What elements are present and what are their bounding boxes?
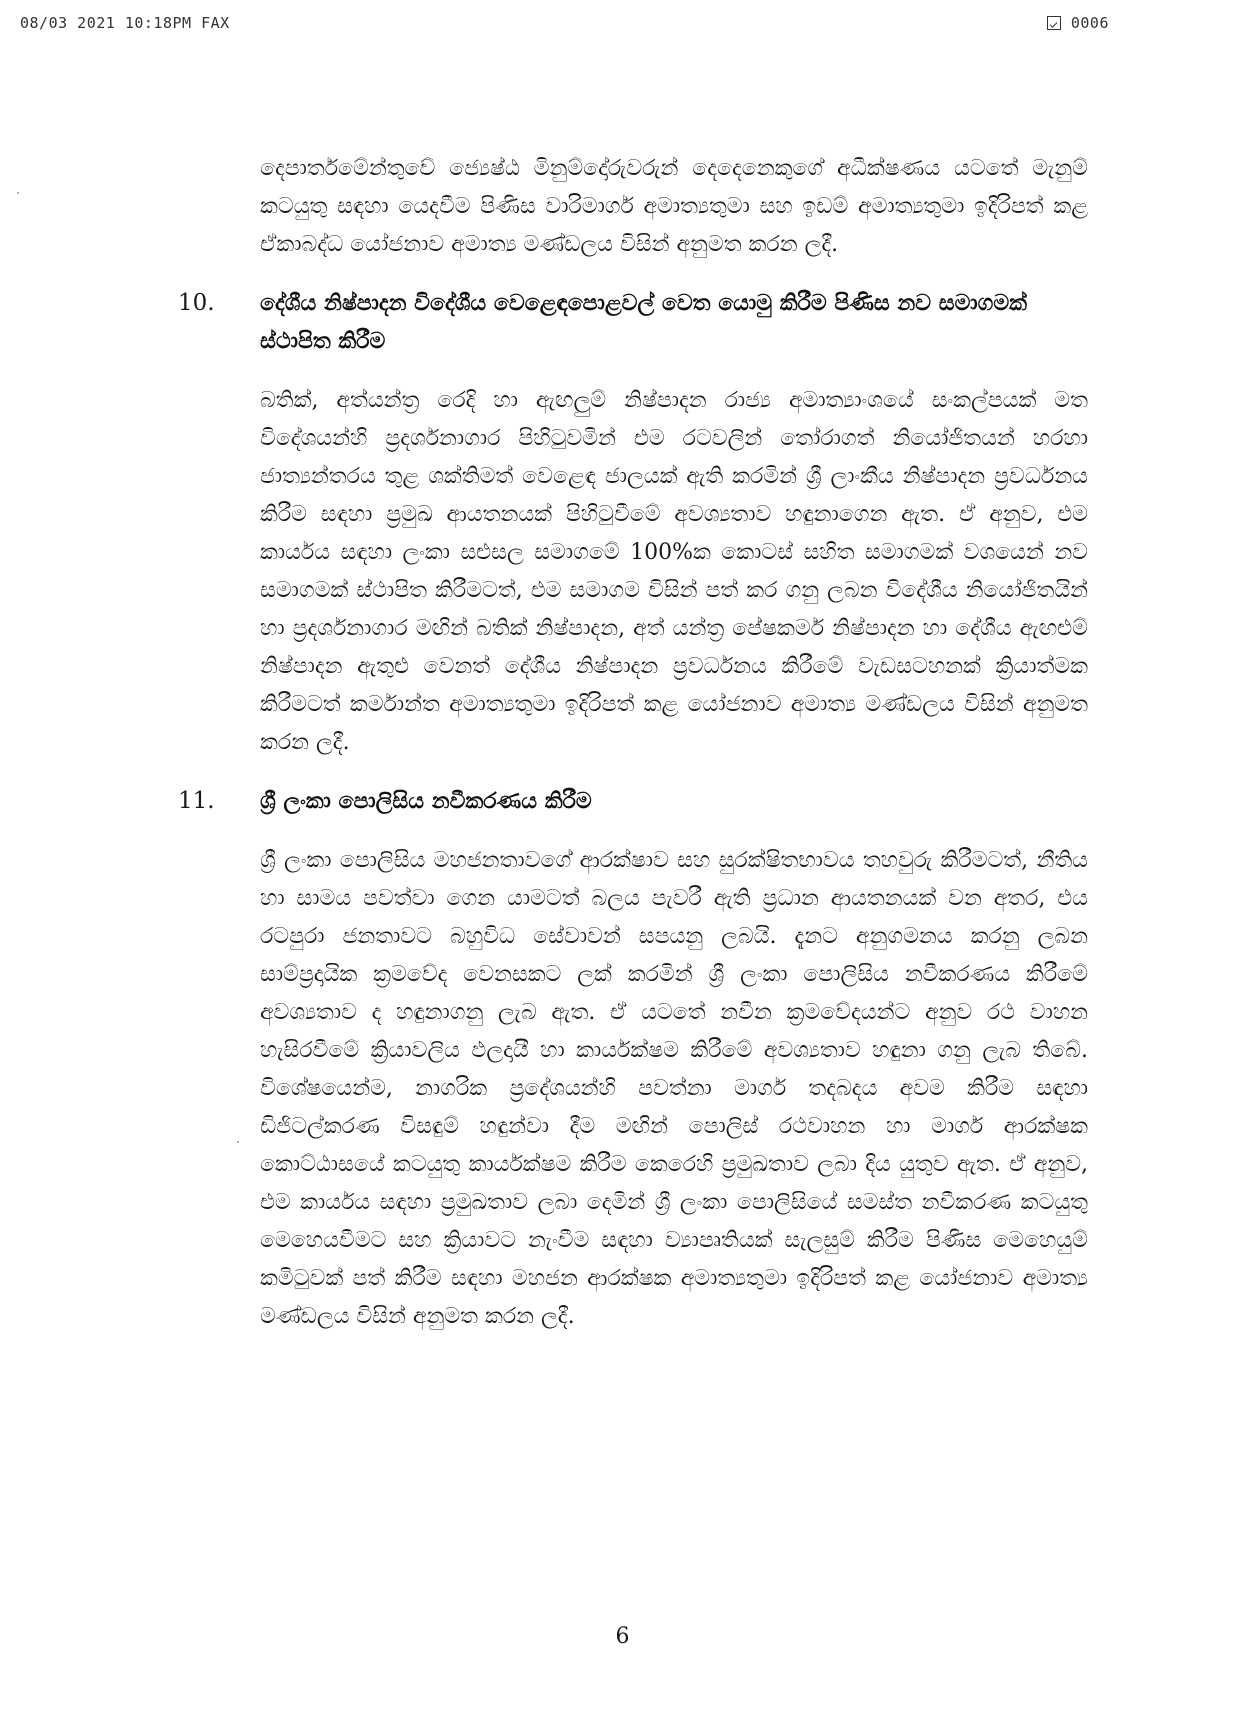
document-body bbox=[178, 150, 1088, 1356]
section-body: ශ්‍රී ලංකා පොලිසිය මහජනතාවගේ ආරක්ෂාව සහ සුරක්ෂිතභාවය තහවුරු කිරීමටත්, නීතිය හා සාමය පවත්වා ගෙන යාමටත් බලය පැවරී ඇති ප්‍රධාන ආයතනයක් වන අතර, එය රටපුරා ජනතාවට බහුවිධ සේවාවන් සපයනු ලබයි. දැනට අනුගමනය කරනු ලබන සාම්ප්‍රදායික ක්‍රමවේද වෙනසකට ලක් කරමින් ශ්‍රී ලංකා පොලිසිය නවීකරණය කිරීමේ අවශ්‍යතාව ද හඳුනාගනු ලැබ ඇත. ඒ යටතේ නවීන ක්‍රමවේදයන්ට අනුව රථ වාහන හැසිරවීමේ ක්‍රියාවලිය ඵලදායී හා කාර්යක්ෂම කිරීමේ අවශ්‍යතාව හඳුනා ගනු ලැබ තිබේ. විශේෂයෙන්ම, නාගරික ප්‍රදේශයන්හි පවත්නා මාර්ග තදබදය අවම කිරීම සඳහා ඩිජිටල්කරණ විසඳුම් හඳුන්වා දීම මඟින් පොලිස් රථවාහන හා මාර්ග ආරක්ෂක කොට්ඨාසයේ කටයුතු කාර්යක්ෂම කිරීම කෙරෙහි ප්‍රමුඛතාව ලබා දිය යුතුව ඇත. ඒ අනුව, එම කාර්යය සඳහා ප්‍රමුඛතාව ලබා දෙමින් ශ්‍රී ලංකා පොලිසියේ සමස්ත නවීකරණ කටයුතු මෙහෙයවීමට සහ ක්‍රියාවට නැංවීම සඳහා ව්‍යාපෘතියක් සැලසුම් කිරීම පිණිස මෙහෙයුම් කමිටුවක් පත් කිරීම සඳහා මහජන ආරක්ෂක අමාත්‍යතුමා ඉදිරිපත් කළ යෝජනාව අමාත්‍ය මණ්ඩලය විසින් අනුමත කරන ලදී. bbox=[260, 848, 1088, 1329]
scan-speck bbox=[17, 192, 19, 194]
checkbox-icon bbox=[1047, 16, 1061, 30]
section-heading bbox=[178, 782, 1088, 820]
scan-speck bbox=[237, 1141, 239, 1143]
section-11 bbox=[178, 782, 1088, 1336]
intro-paragraph: දෙපාර්තමේන්තුවේ ජ්‍යෙෂ්ඨ මිනුම්දෝරුවරුන් දෙදෙනෙකුගේ අධීක්ෂණය යටතේ මැනුම් කටයුතු සඳහා යෙදවීම පිණිස වාරිමාර්ග අමාත්‍යතුමා සහ ඉඩම් අමාත්‍යතුමා ඉදිරිපත් කළ ඒකාබද්ධ යෝජනාව අමාත්‍ය මණ්ඩලය විසින් අනුමත කරන ලදී. bbox=[260, 156, 1088, 257]
section-title: දේශීය නිෂ්පාදන විදේශීය වෙළෙඳපොළවල් වෙත යොමු කිරීම පිණිස නව සමාගමක් ස්ථාපිත කිරීම bbox=[260, 290, 1028, 354]
section-body: බතික්, අත්යන්ත්‍ර රෙදි හා ඇඟලුම් නිෂ්පාදන රාජ්‍ය අමාත්‍යාංශයේ සංකල්පයක් මත විදේශයන්හි ප්‍රදර්ශනාගාර පිහිටුවමින් එම රටවලින් තෝරාගත් නියෝජිතයන් හරහා ජාත්‍යන්තරය තුළ ශක්තිමත් වෙළෙඳ ජාලයක් ඇති කරමින් ශ්‍රී ලාංකීය නිෂ්පාදන ප්‍රවර්ධනය කිරීම සඳහා ප්‍රමුඛ ආයතනයක් පිහිටුවීමේ අවශ්‍යතාව හඳුනාගෙන ඇත. ඒ අනුව, එම කාර්යය සඳහා ලංකා සළුසල සමාගමේ 100%ක කොටස් සහිත සමාගමක් වශයෙන් නව සමාගමක් ස්ථාපිත කිරීමටත්, එම සමාගම විසින් පත් කර ගනු ලබන විදේශීය නියෝජිතයින් හා ප්‍රදර්ශනාගාර මඟින් බතික් නිෂ්පාදන, අත් යන්ත්‍ර පේෂකර්ම නිෂ්පාදන හා දේශීය ඇඟළුම් නිෂ්පාදන ඇතුළු වෙනත් දේශීය නිෂ්පාදන ප්‍රවර්ධනය කිරීමේ වැඩසටහනක් ක්‍රියාත්මක කිරීමටත් කර්මාන්ත අමාත්‍යතුමා ඉදිරිපත් කළ යෝජනාව අමාත්‍ය මණ්ඩලය විසින් අනුමත කරන ලදී. bbox=[260, 388, 1088, 755]
fax-header bbox=[0, 14, 1245, 36]
page-number: 6 bbox=[615, 1624, 630, 1649]
fax-timestamp: 08/03 2021 10:18PM FAX bbox=[20, 14, 230, 32]
section-number: 10. bbox=[178, 290, 215, 316]
section-10 bbox=[178, 284, 1088, 762]
fax-page-code: 0006 bbox=[1070, 14, 1109, 32]
section-title: ශ්‍රී ලංකා පොලිසිය නවීකරණය කිරීම bbox=[260, 788, 592, 814]
section-heading bbox=[178, 284, 1088, 360]
fax-page-code-group bbox=[1047, 14, 1109, 32]
section-number: 11. bbox=[178, 788, 215, 814]
